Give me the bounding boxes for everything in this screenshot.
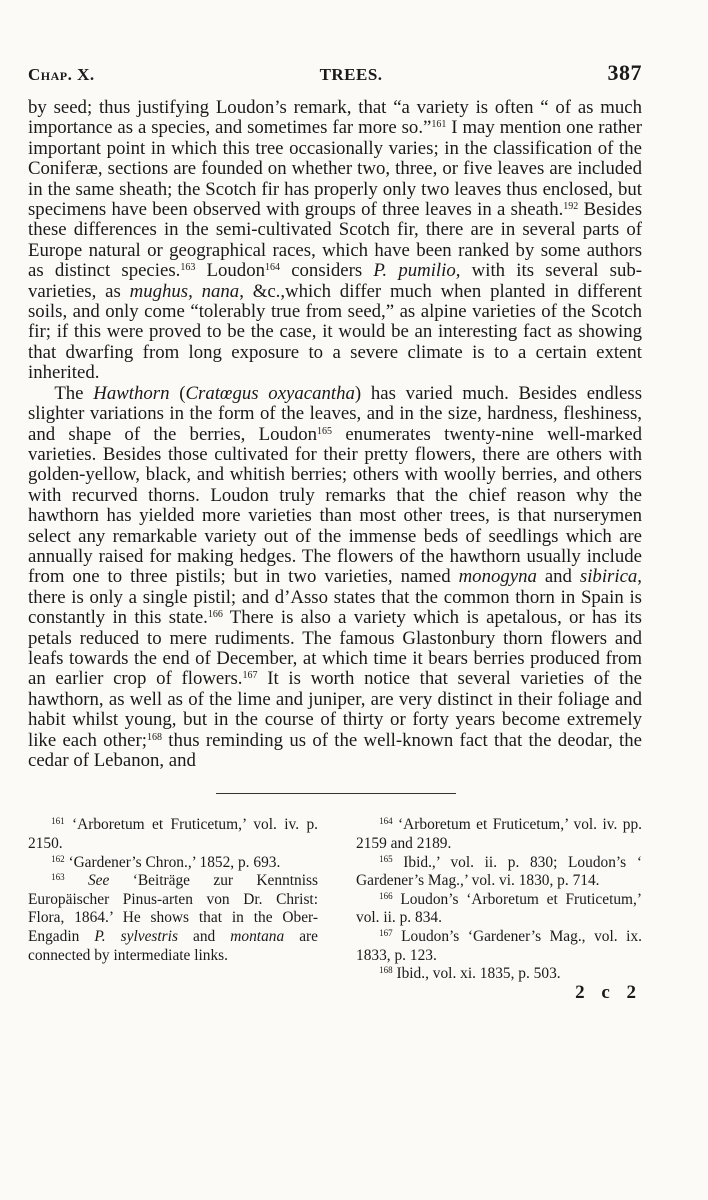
chapter-label: Chap. X. bbox=[28, 65, 95, 84]
footnote bbox=[356, 965, 642, 984]
footnote bbox=[356, 816, 642, 853]
italic-text: mughus, nana bbox=[129, 280, 240, 302]
footnote-ref: 165 bbox=[317, 425, 333, 437]
footnote-ref: 161 bbox=[51, 816, 65, 827]
text-run: are connected by intermediate links. bbox=[28, 927, 319, 964]
text-run: The bbox=[54, 382, 94, 404]
text-run: enumerates twenty-nine well-marked varieties. Besides those cultivated for their pretty flowers, there are others with golden-yellow, black, and whitish berries; others with woolly berries, and others with recurved thorns. Loudon truly remarks that the chief reason why the hawthorn has yielded more varieties than most other trees, is that nurserymen select any remarkable variety out of the immense beds of seedlings which are annually raised for making hedges. The flowers of the hawthorn usually include from one to three pistils; but in two varieties, named bbox=[28, 423, 642, 588]
italic-text: monogyna bbox=[458, 566, 537, 588]
text-run: Loudon bbox=[195, 260, 265, 282]
italic-text: montana bbox=[230, 927, 285, 945]
footnote-ref: 192 bbox=[563, 201, 579, 213]
paragraph bbox=[28, 384, 642, 772]
footnote-ref: 167 bbox=[242, 670, 258, 682]
footnote-ref: 162 bbox=[51, 853, 65, 864]
footnote-ref: 168 bbox=[379, 965, 393, 976]
footnote-ref: 166 bbox=[207, 609, 223, 621]
text-run: ‘Arboretum et Fruticetum,’ vol. iv. p. 2150. bbox=[28, 816, 318, 852]
main-text bbox=[28, 98, 642, 771]
text-run: Loudon’s ‘Arboretum et Fruticetum,’ vol. ii. p. 834. bbox=[356, 890, 642, 927]
footnotes bbox=[28, 816, 642, 983]
italic-text: P. pumilio bbox=[373, 260, 456, 282]
footnotes-left-column bbox=[28, 816, 318, 983]
footnote-ref: 164 bbox=[379, 816, 393, 827]
text-run: I may mention one rather important point in which this tree occasionally varies; in the classification of the Coniferæ, sections are founded on whether two, three, or five leaves are included in the same sheath; the Scotch fir has properly only two leaves thus enclosed, but specimens have been observed with groups of three leaves in a sheath. bbox=[28, 117, 642, 221]
italic-text: Cratœgus oxyacantha bbox=[185, 382, 355, 404]
footnote bbox=[356, 928, 642, 965]
italic-text: Hawthorn bbox=[93, 382, 170, 404]
text-run: ‘Beiträge zur Kenntniss Europäischer Pinus-arten von Dr. Christ: Flora, 1864.’ He shows that in the Ober-Engadin bbox=[28, 872, 318, 945]
signature-mark: 2 c 2 bbox=[575, 981, 642, 1003]
text-run: There is also a variety which is apetalous, or has its petals reduced to mere rudiments. The famous Glastonbury thorn flowers and leafs towards the end of December, at which time it bears berries produced from an earlier crop of flowers. bbox=[28, 607, 642, 690]
text-run: Ibid., vol. xi. 1835, p. 503. bbox=[392, 965, 561, 983]
text-run: , &c.,which differ much when planted in different soils, and only come “tolerably true from seed,” as alpine varieties of the Scotch fir; if this were proved to be the case, it would be an interesting fact as showing that dwarfing from long exposure to a severe climate is to a certain extent inherited. bbox=[28, 280, 642, 384]
footnote-divider bbox=[216, 793, 456, 794]
footnote-ref: 163 bbox=[180, 262, 196, 274]
paragraph bbox=[28, 98, 642, 384]
footnote-ref: 167 bbox=[379, 927, 393, 938]
footnote bbox=[28, 854, 318, 873]
footnote bbox=[28, 816, 318, 853]
running-title: TREES. bbox=[319, 65, 383, 84]
text-run: by seed; thus justifying Loudon’s remark, that “a variety is often “ of as much importance as a species, and sometimes far more so.” bbox=[28, 97, 642, 139]
footnote bbox=[28, 872, 318, 965]
text-run: ‘Gardener’s Chron.,’ 1852, p. 693. bbox=[64, 853, 281, 871]
text-run: thus reminding us of the well-known fact that the deodar, the cedar of Lebanon, and bbox=[28, 729, 642, 771]
footnote-ref: 168 bbox=[146, 731, 162, 743]
footnote-ref: 164 bbox=[264, 262, 280, 274]
italic-text: sibirica bbox=[579, 566, 638, 588]
italic-text: See bbox=[64, 872, 110, 890]
footnotes-right-column bbox=[356, 816, 642, 983]
text-run: ‘Arboretum et Fruticetum,’ vol. iv. pp. 2159 and 2189. bbox=[356, 816, 642, 852]
text-run: considers bbox=[279, 260, 374, 282]
footnote bbox=[356, 854, 642, 891]
text-run: , there is only a single pistil; and d’Asso states that the common thorn in Spain is constantly in this state. bbox=[28, 566, 642, 629]
text-run: and bbox=[536, 566, 580, 588]
footnote bbox=[356, 891, 642, 928]
text-run: Besides these differences in the semi-cultivated Scotch fir, there are in several parts of Europe natural or geographical races, which have been ranked by some authors as distinct species. bbox=[28, 199, 643, 282]
text-run: ( bbox=[169, 382, 186, 404]
footnote-ref: 161 bbox=[431, 119, 447, 131]
text-run: ) has varied much. Besides endless slighter variations in the form of the leaves, and in the size, hardness, fleshiness, and shape of the berries, Loudon bbox=[28, 382, 643, 445]
text-run: and bbox=[177, 927, 231, 945]
footnote-ref: 163 bbox=[51, 872, 65, 883]
running-header bbox=[28, 60, 642, 90]
page-number: 387 bbox=[607, 60, 642, 85]
text-run: Loudon’s ‘Gardener’s Mag., vol. ix. 1833, p. 123. bbox=[356, 927, 642, 964]
italic-text: P. sylvestris bbox=[94, 927, 178, 945]
footnote-ref: 166 bbox=[379, 890, 393, 901]
text-run: Ibid.,’ vol. ii. p. 830; Loudon’s ‘ Gardener’s Mag.,’ vol. vi. 1830, p. 714. bbox=[356, 853, 642, 890]
footnote-ref: 165 bbox=[379, 853, 393, 864]
text-run: It is worth notice that several varieties of the hawthorn, as well as of the lime and juniper, are very distinct in their foliage and habit whilst young, but in the course of thirty or forty years become extremely like each other; bbox=[28, 668, 643, 751]
text-run: , with its several sub-varieties, as bbox=[28, 260, 643, 302]
